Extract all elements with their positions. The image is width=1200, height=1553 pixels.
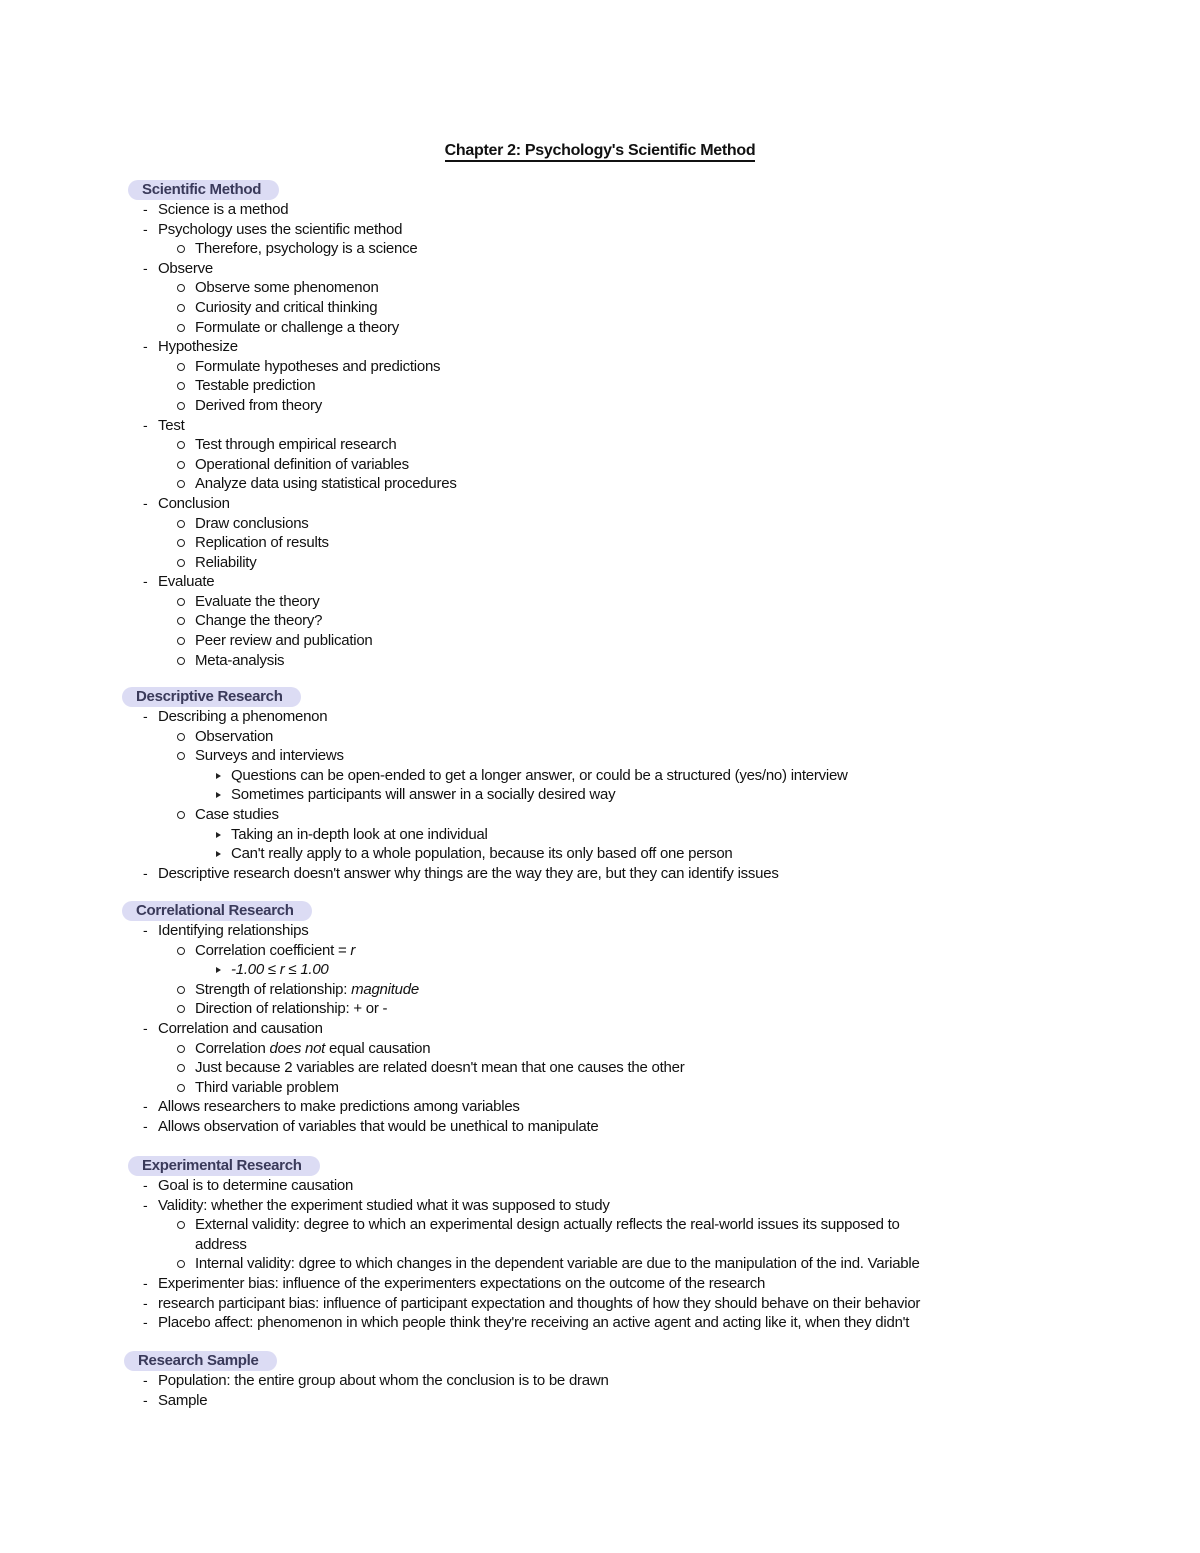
section-descriptive-research — [0, 687, 1200, 883]
dash-bullet-icon: - — [143, 1019, 148, 1036]
section-correlational-research — [0, 901, 1200, 1137]
section-experimental-research — [0, 1156, 1200, 1333]
circle-bullet-icon — [177, 245, 185, 253]
list-item: Can't really apply to a whole population, because its only based off one person — [0, 844, 1200, 864]
triangle-bullet-icon — [216, 967, 221, 973]
triangle-bullet-icon — [216, 832, 221, 838]
list-item: Meta-analysis — [0, 651, 1200, 671]
list-item: Peer review and publication — [0, 631, 1200, 651]
list-item: Testable prediction — [0, 376, 1200, 396]
list-item: Strength of relationship: magnitude — [0, 980, 1200, 1000]
section-scientific-method — [0, 180, 1200, 670]
dash-bullet-icon: - — [143, 1098, 148, 1115]
dash-bullet-icon: - — [143, 1294, 148, 1311]
circle-bullet-icon — [177, 1045, 185, 1053]
circle-bullet-icon — [177, 1221, 185, 1229]
circle-bullet-icon — [177, 441, 185, 449]
section-heading: Scientific Method — [128, 180, 279, 200]
list-item: Surveys and interviews — [0, 746, 1200, 766]
list-item: Just because 2 variables are related doesn't mean that one causes the other — [0, 1058, 1200, 1078]
dash-bullet-icon: - — [143, 573, 148, 590]
section-heading: Correlational Research — [122, 901, 312, 921]
list-item: - Correlation and causation — [143, 1019, 323, 1037]
list-item: External validity: degree to which an experimental design actually reflects the real-world issues its supposed to — [0, 1215, 1200, 1235]
list-item: Sometimes participants will answer in a socially desired way — [0, 785, 1200, 805]
list-item: - Population: the entire group about whom the conclusion is to be drawn — [143, 1372, 609, 1389]
circle-bullet-icon — [177, 752, 185, 760]
circle-bullet-icon — [177, 461, 185, 469]
list-item: - Observe — [143, 259, 213, 277]
list-item: - Identifying relationships — [143, 922, 309, 939]
list-item: - Evaluate — [143, 573, 215, 591]
triangle-bullet-icon — [216, 851, 221, 857]
list-item: - Placebo affect: phenomenon in which people think they're receiving an active agent and acting like it, when they didn't — [143, 1314, 910, 1332]
dash-bullet-icon: - — [143, 864, 148, 881]
list-item: - Hypothesize — [143, 338, 238, 356]
list-item: Test through empirical research — [0, 435, 1200, 455]
list-item: - Psychology uses the scientific method — [143, 220, 403, 238]
circle-bullet-icon — [177, 402, 185, 410]
dash-bullet-icon: - — [143, 338, 148, 355]
list-item: Formulate hypotheses and predictions — [0, 357, 1200, 377]
circle-bullet-icon — [177, 1005, 185, 1013]
list-item: - Experimenter bias: influence of the experimenters expectations on the outcome of the research — [143, 1274, 766, 1292]
list-item: - Validity: whether the experiment studied what it was supposed to study — [143, 1196, 610, 1214]
section-heading: Descriptive Research — [122, 687, 301, 707]
dash-bullet-icon: - — [143, 708, 148, 724]
list-item: Third variable problem — [0, 1078, 1200, 1098]
list-item: Case studies — [0, 805, 1200, 825]
circle-bullet-icon — [177, 733, 185, 741]
dash-bullet-icon: - — [143, 416, 148, 433]
circle-bullet-icon — [177, 657, 185, 665]
dash-bullet-icon: - — [143, 259, 148, 276]
section-research-sample — [0, 1351, 1200, 1410]
list-item: Observation — [0, 727, 1200, 747]
list-item: - Test — [143, 416, 185, 434]
circle-bullet-icon — [177, 1084, 185, 1092]
section-heading: Experimental Research — [128, 1156, 320, 1176]
dash-bullet-icon: - — [143, 220, 148, 237]
list-item: Evaluate the theory — [0, 592, 1200, 612]
dash-bullet-icon: - — [143, 1274, 148, 1291]
dash-bullet-icon: - — [143, 1372, 148, 1388]
circle-bullet-icon — [177, 637, 185, 645]
circle-bullet-icon — [177, 363, 185, 371]
list-item: Taking an in-depth look at one individual — [0, 825, 1200, 845]
list-item: Replication of results — [0, 533, 1200, 553]
list-item: - Goal is to determine causation — [143, 1177, 354, 1194]
list-item: Direction of relationship: + or - — [0, 999, 1200, 1019]
list-item: - Describing a phenomenon — [143, 708, 328, 725]
list-item: Questions can be open-ended to get a longer answer, or could be a structured (yes/no) interview — [0, 766, 1200, 786]
list-item: Draw conclusions — [0, 514, 1200, 534]
circle-bullet-icon — [177, 811, 185, 819]
triangle-bullet-icon — [216, 773, 221, 779]
list-item: - Allows observation of variables that would be unethical to manipulate — [143, 1117, 599, 1135]
list-item: - Sample — [143, 1391, 208, 1409]
list-item-continuation: address — [195, 1235, 247, 1253]
circle-bullet-icon — [177, 598, 185, 606]
list-item: Analyze data using statistical procedures — [0, 474, 1200, 494]
list-item: Therefore, psychology is a science — [0, 239, 1200, 259]
list-item: Derived from theory — [0, 396, 1200, 416]
circle-bullet-icon — [177, 947, 185, 955]
list-item: Operational definition of variables — [0, 455, 1200, 475]
dash-bullet-icon: - — [143, 1314, 148, 1331]
circle-bullet-icon — [177, 324, 185, 332]
dash-bullet-icon: - — [143, 1196, 148, 1213]
triangle-bullet-icon — [216, 792, 221, 798]
list-item: Correlation does not equal causation — [0, 1039, 1200, 1059]
circle-bullet-icon — [177, 304, 185, 312]
circle-bullet-icon — [177, 617, 185, 625]
list-item: -1.00 ≤ r ≤ 1.00 — [0, 960, 1200, 980]
list-item: Reliability — [0, 553, 1200, 573]
circle-bullet-icon — [177, 284, 185, 292]
section-heading: Research Sample — [124, 1351, 277, 1371]
circle-bullet-icon — [177, 1260, 185, 1268]
list-item: Change the theory? — [0, 611, 1200, 631]
list-item: Curiosity and critical thinking — [0, 298, 1200, 318]
circle-bullet-icon — [177, 480, 185, 488]
circle-bullet-icon — [177, 986, 185, 994]
circle-bullet-icon — [177, 1064, 185, 1072]
circle-bullet-icon — [177, 539, 185, 547]
circle-bullet-icon — [177, 559, 185, 567]
list-item: Observe some phenomenon — [0, 278, 1200, 298]
list-item: - Science is a method — [143, 201, 289, 218]
page-title: Chapter 2: Psychology's Scientific Method — [0, 141, 1200, 161]
circle-bullet-icon — [177, 382, 185, 390]
dash-bullet-icon: - — [143, 201, 148, 217]
circle-bullet-icon — [177, 520, 185, 528]
dash-bullet-icon: - — [143, 494, 148, 511]
list-item: Formulate or challenge a theory — [0, 318, 1200, 338]
dash-bullet-icon: - — [143, 1117, 148, 1134]
list-item: - Conclusion — [143, 494, 230, 512]
dash-bullet-icon: - — [143, 922, 148, 938]
dash-bullet-icon: - — [143, 1177, 148, 1193]
list-item: Correlation coefficient = r — [0, 941, 1200, 961]
dash-bullet-icon: - — [143, 1391, 148, 1408]
list-item: - research participant bias: influence of participant expectation and thoughts of how they should behave on their behavior — [143, 1294, 921, 1312]
list-item: Internal validity: dgree to which changes in the dependent variable are due to the manipulation of the ind. Variable — [0, 1254, 1200, 1274]
list-item: - Allows researchers to make predictions among variables — [143, 1098, 520, 1116]
list-item: - Descriptive research doesn't answer why things are the way they are, but they can identify issues — [143, 864, 779, 882]
